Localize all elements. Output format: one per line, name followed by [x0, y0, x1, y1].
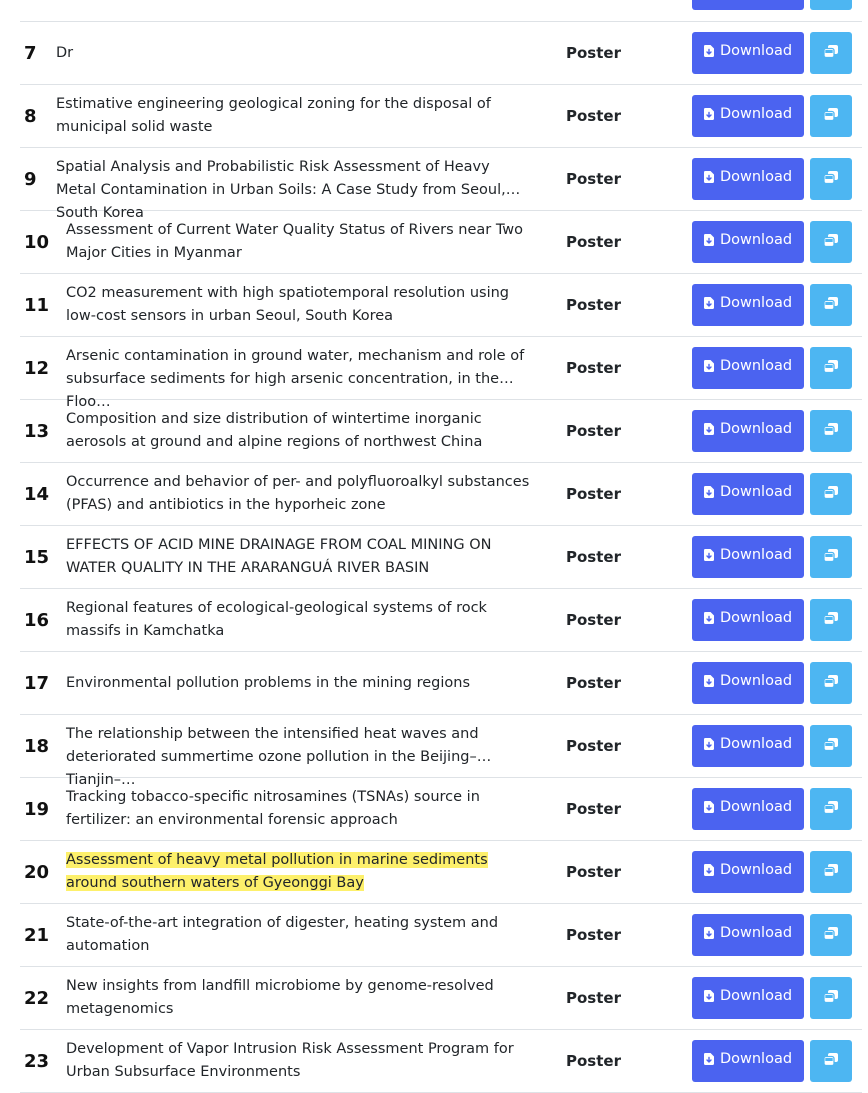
copy-icon: [824, 234, 838, 247]
copy-button[interactable]: [810, 284, 852, 326]
copy-icon: [824, 549, 838, 562]
download-button[interactable]: [692, 0, 804, 10]
file-download-icon: [704, 927, 714, 939]
copy-icon: [824, 612, 838, 625]
download-button[interactable]: [692, 410, 804, 452]
copy-icon: [824, 801, 838, 814]
copy-button[interactable]: [810, 410, 852, 452]
row-number: 12: [24, 357, 50, 379]
download-button[interactable]: [692, 536, 804, 578]
file-download-icon: [704, 738, 714, 750]
poster-title: [66, 337, 540, 410]
presentation-type: Poster: [566, 422, 621, 440]
download-label: Download: [719, 673, 793, 689]
poster-title-text: [66, 849, 540, 895]
copy-icon: [824, 675, 838, 688]
poster-title: [66, 652, 540, 714]
download-label: Download: [719, 232, 793, 248]
file-download-icon: [704, 801, 714, 813]
download-label: Download: [719, 799, 793, 815]
presentation-type: Poster: [566, 548, 621, 566]
presentation-type: Poster: [566, 170, 621, 188]
poster-title: [66, 967, 540, 1029]
download-button[interactable]: [692, 725, 804, 767]
download-button[interactable]: [692, 473, 804, 515]
file-download-icon: [704, 675, 714, 687]
row-number: 21: [24, 924, 50, 946]
copy-icon: [824, 360, 838, 373]
table-row: [20, 967, 862, 1030]
copy-icon: [824, 171, 838, 184]
copy-button[interactable]: [810, 599, 852, 641]
file-download-icon: [704, 360, 714, 372]
poster-title: [66, 463, 540, 525]
table-row: [20, 337, 862, 410]
download-button[interactable]: [692, 347, 804, 389]
presentation-type: Poster: [566, 863, 621, 881]
table-row: [20, 778, 862, 841]
download-label: Download: [719, 610, 793, 626]
presentation-type: Poster: [566, 611, 621, 629]
file-download-icon: [704, 549, 714, 561]
download-button[interactable]: [692, 599, 804, 641]
table-row: [20, 652, 862, 715]
row-number: 15: [24, 546, 50, 568]
row-number: 16: [24, 609, 50, 631]
file-download-icon: [704, 108, 714, 120]
copy-icon: [824, 297, 838, 310]
file-download-icon: [704, 234, 714, 246]
copy-icon: [824, 423, 838, 436]
download-label: Download: [719, 358, 793, 374]
poster-title-text: New insights from landfill microbiome by genome-resolved metagenomics: [66, 978, 494, 1017]
presentation-type: Poster: [566, 485, 621, 503]
table-row: [20, 211, 862, 274]
row-number: 13: [24, 420, 50, 442]
poster-title-text: Estimative engineering geological zoning for the disposal of municipal solid waste: [56, 96, 491, 135]
download-button[interactable]: [692, 221, 804, 263]
table-row: [20, 85, 862, 148]
download-label: Download: [719, 925, 793, 941]
copy-button[interactable]: [810, 536, 852, 578]
table-row: [20, 400, 862, 463]
file-download-icon: [704, 423, 714, 435]
download-label: Download: [719, 106, 793, 122]
poster-title-text: [56, 0, 522, 1]
presentation-type: Poster: [566, 44, 621, 62]
presentation-type: Poster: [566, 674, 621, 692]
copy-button[interactable]: [810, 1040, 852, 1082]
table-row: [20, 841, 862, 904]
poster-title-text: Occurrence and behavior of per- and polyfluoroalkyl substances (PFAS) and antibiotics in the hyporheic zone: [66, 474, 530, 513]
copy-icon: [824, 738, 838, 751]
table-row: [20, 22, 862, 85]
presentation-type: [566, 0, 621, 21]
download-label: Download: [719, 736, 793, 752]
posters-table: [20, 0, 862, 1093]
table-row: [20, 589, 862, 652]
download-button[interactable]: [692, 914, 804, 956]
poster-title: [66, 715, 540, 788]
row-number: 18: [24, 735, 50, 757]
download-button[interactable]: [692, 95, 804, 137]
table-row: [20, 274, 862, 337]
poster-title: [56, 148, 530, 221]
copy-button[interactable]: [810, 32, 852, 74]
row-number: 22: [24, 987, 50, 1009]
file-download-icon: [704, 864, 714, 876]
poster-title-text: Environmental pollution problems in the mining regions: [66, 674, 470, 691]
poster-title: [66, 1030, 540, 1092]
poster-title: [66, 274, 540, 336]
download-label: Download: [719, 988, 793, 1004]
table-row: [20, 463, 862, 526]
presentation-type: Poster: [566, 1052, 621, 1070]
file-download-icon: [704, 297, 714, 309]
file-download-icon: [704, 45, 714, 57]
row-number: 9: [24, 168, 37, 190]
copy-button[interactable]: [810, 347, 852, 389]
download-button[interactable]: [692, 32, 804, 74]
file-download-icon: [704, 486, 714, 498]
poster-title-text: Development of Vapor Intrusion Risk Assessment Program for Urban Subsurface Environments: [66, 1041, 514, 1080]
download-label: Download: [719, 169, 793, 185]
copy-button[interactable]: [810, 914, 852, 956]
poster-title-text: Dr: [56, 44, 74, 61]
copy-button[interactable]: [810, 0, 852, 10]
poster-title-text: Spatial Analysis and Probabilistic Risk Assessment of Heavy Metal Contamination in Urban Soils: A Case Study from Seoul, South Korea: [56, 159, 506, 221]
file-download-icon: [704, 1053, 714, 1065]
poster-title-text: The relationship between the intensified heat waves and deteriorated summertime ozone pollution in the Beijing–Tianjin–…: [66, 726, 479, 788]
copy-button[interactable]: [810, 95, 852, 137]
row-number: 11: [24, 294, 50, 316]
table-row: [20, 526, 862, 589]
row-number: [24, 0, 52, 21]
copy-icon: [824, 927, 838, 940]
download-button[interactable]: [692, 284, 804, 326]
download-button[interactable]: [692, 1040, 804, 1082]
download-button[interactable]: [692, 851, 804, 893]
presentation-type: Poster: [566, 233, 621, 251]
poster-title: [66, 526, 540, 588]
copy-button[interactable]: [810, 977, 852, 1019]
highlighted-title: Assessment of heavy metal pollution in marine sediments around southern waters of Gyeonggi Bay: [66, 852, 488, 891]
poster-title-text: Composition and size distribution of wintertime inorganic aerosols at ground and alpine regions of northwest China: [66, 411, 483, 450]
presentation-type: Poster: [566, 107, 621, 125]
download-label: Download: [719, 484, 793, 500]
poster-title: [56, 0, 530, 21]
row-number: 7: [24, 42, 37, 64]
poster-title-text: State-of-the-art integration of digester, heating system and automation: [66, 915, 499, 954]
file-download-icon: [704, 171, 714, 183]
poster-title: [66, 400, 540, 462]
download-button[interactable]: [692, 662, 804, 704]
row-number: 23: [24, 1050, 50, 1072]
file-download-icon: [704, 990, 714, 1002]
presentation-type: Poster: [566, 926, 621, 944]
presentation-type: Poster: [566, 800, 621, 818]
poster-title: [66, 211, 540, 273]
file-download-icon: [704, 612, 714, 624]
copy-icon: [824, 486, 838, 499]
poster-title-text: Arsenic contamination in ground water, mechanism and role of subsurface sediments for high arsenic concentration, in the Floo…: [66, 348, 525, 410]
download-label: Download: [719, 1051, 793, 1067]
download-button[interactable]: [692, 788, 804, 830]
poster-title-text: CO2 measurement with high spatiotemporal resolution using low-cost sensors in urban Seoul, South Korea: [66, 285, 510, 324]
poster-title: [66, 589, 540, 651]
poster-title-text: Assessment of Current Water Quality Status of Rivers near Two Major Cities in Myanmar: [66, 222, 524, 261]
poster-title: [66, 841, 540, 903]
row-number: 17: [24, 672, 50, 694]
presentation-type: Poster: [566, 296, 621, 314]
table-row: [20, 148, 862, 221]
row-number: 10: [24, 231, 50, 253]
copy-button[interactable]: [810, 725, 852, 767]
download-label: Download: [719, 43, 793, 59]
poster-title-text: EFFECTS OF ACID MINE DRAINAGE FROM COAL MINING ON WATER QUALITY IN THE ARARANGUÁ RIVER BASIN: [66, 537, 492, 576]
copy-button[interactable]: [810, 788, 852, 830]
download-button[interactable]: [692, 158, 804, 200]
download-button[interactable]: [692, 977, 804, 1019]
copy-button[interactable]: [810, 221, 852, 263]
presentation-type: Poster: [566, 989, 621, 1007]
download-label: Download: [719, 547, 793, 563]
table-row: [20, 715, 862, 788]
poster-title: [56, 22, 530, 84]
copy-icon: [824, 990, 838, 1003]
table-row: [20, 0, 862, 22]
poster-title-text: Regional features of ecological-geological systems of rock massifs in Kamchatka: [66, 600, 487, 639]
copy-button[interactable]: [810, 158, 852, 200]
copy-icon: [824, 864, 838, 877]
row-number: 20: [24, 861, 50, 883]
presentation-type: Poster: [566, 737, 621, 755]
copy-button[interactable]: [810, 662, 852, 704]
table-row: [20, 904, 862, 967]
row-number: 19: [24, 798, 50, 820]
download-label: Download: [719, 421, 793, 437]
poster-title-text: Tracking tobacco-specific nitrosamines (TSNAs) source in fertilizer: an environmental forensic approach: [66, 789, 480, 828]
copy-icon: [824, 1053, 838, 1066]
poster-title: [66, 904, 540, 966]
row-number: 8: [24, 105, 37, 127]
download-label: Download: [719, 295, 793, 311]
copy-button[interactable]: [810, 473, 852, 515]
copy-icon: [824, 45, 838, 58]
poster-title: [66, 778, 540, 840]
download-label: Download: [719, 862, 793, 878]
presentation-type: Poster: [566, 359, 621, 377]
table-row: [20, 1030, 862, 1093]
copy-button[interactable]: [810, 851, 852, 893]
copy-icon: [824, 108, 838, 121]
poster-title: [56, 85, 530, 147]
row-number: 14: [24, 483, 50, 505]
